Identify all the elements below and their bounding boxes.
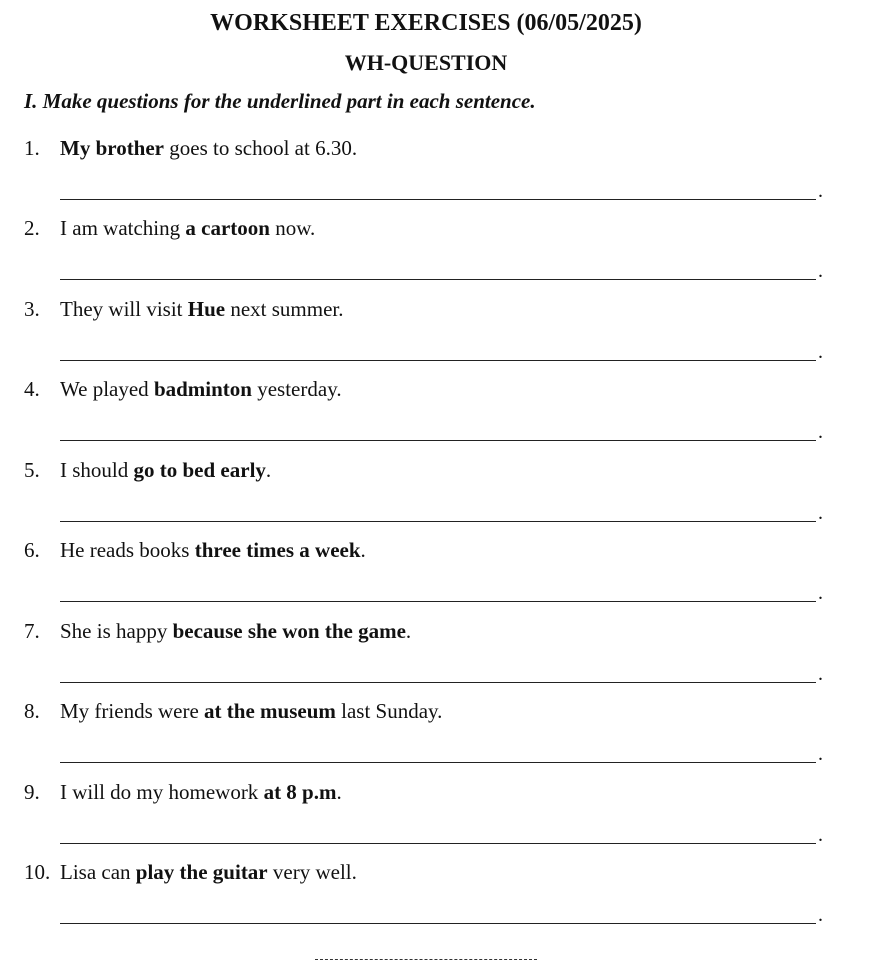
sentence-before: My friends were	[60, 699, 205, 723]
question-item	[24, 698, 834, 778]
question-item	[24, 618, 834, 698]
sentence-underlined-part: three times a week	[194, 538, 361, 562]
question-text	[24, 537, 366, 563]
question-text	[24, 215, 315, 241]
question-text	[24, 859, 357, 885]
question-sentence	[60, 619, 411, 643]
question-number: 4.	[24, 377, 40, 401]
answer-blank[interactable]	[60, 255, 816, 280]
question-number: 2.	[24, 216, 40, 240]
answer-blank[interactable]	[60, 497, 816, 522]
sentence-underlined-part: a cartoon	[185, 216, 270, 240]
question-number: 1.	[24, 136, 40, 160]
sentence-underlined-part: My brother	[60, 136, 165, 160]
sentence-after: .	[405, 619, 412, 643]
sentence-before: She is happy	[60, 619, 173, 643]
sentence-before: They will visit	[60, 297, 188, 321]
question-text	[24, 135, 357, 161]
question-item	[24, 135, 834, 215]
question-text	[24, 376, 342, 402]
sentence-underlined-part: play the guitar	[135, 860, 268, 884]
question-sentence	[60, 860, 357, 884]
question-text	[24, 779, 342, 805]
answer-end-period: .	[818, 502, 823, 524]
question-item	[24, 376, 834, 456]
answer-blank[interactable]	[60, 738, 816, 763]
sentence-after: very well.	[267, 860, 357, 884]
sentence-before: He reads books	[60, 538, 195, 562]
sentence-after: now.	[269, 216, 316, 240]
sentence-underlined-part: at 8 p.m	[263, 780, 337, 804]
question-item	[24, 859, 834, 939]
question-item	[24, 296, 834, 376]
answer-end-period: .	[818, 260, 823, 282]
answer-blank[interactable]	[60, 336, 816, 361]
answer-blank[interactable]	[60, 899, 816, 924]
sentence-before: I will do my homework	[60, 780, 264, 804]
question-sentence	[60, 538, 366, 562]
answer-end-period: .	[818, 180, 823, 202]
question-number: 3.	[24, 297, 40, 321]
end-divider	[315, 959, 537, 960]
question-number: 8.	[24, 699, 40, 723]
question-item	[24, 457, 834, 537]
sentence-before: We played	[60, 377, 154, 401]
worksheet-subtitle: WH-QUESTION	[344, 50, 508, 75]
question-sentence	[60, 136, 357, 160]
answer-blank[interactable]	[60, 416, 816, 441]
question-item	[24, 537, 834, 617]
question-sentence	[60, 780, 342, 804]
sentence-after: .	[265, 458, 272, 482]
question-text	[24, 698, 442, 724]
sentence-underlined-part: Hue	[187, 297, 226, 321]
sentence-after: last Sunday.	[335, 699, 443, 723]
question-item	[24, 779, 834, 859]
question-item	[24, 215, 834, 295]
question-number: 7.	[24, 619, 40, 643]
section-instruction: I. Make questions for the underlined part in each sentence.	[24, 89, 536, 113]
question-number: 9.	[24, 780, 40, 804]
question-number: 5.	[24, 458, 40, 482]
answer-end-period: .	[818, 824, 823, 846]
sentence-after: next summer.	[225, 297, 344, 321]
sentence-before: I should	[60, 458, 134, 482]
sentence-before: Lisa can	[60, 860, 136, 884]
question-number: 10.	[24, 860, 51, 884]
sentence-underlined-part: badminton	[153, 377, 252, 401]
answer-end-period: .	[818, 421, 823, 443]
sentence-underlined-part: because she won the game	[172, 619, 406, 643]
question-number: 6.	[24, 538, 40, 562]
question-sentence	[60, 297, 344, 321]
sentence-after: yesterday.	[251, 377, 342, 401]
sentence-after: .	[336, 780, 342, 804]
question-text	[24, 296, 344, 322]
answer-end-period: .	[818, 582, 823, 604]
question-sentence	[60, 699, 442, 723]
answer-blank[interactable]	[60, 175, 816, 200]
answer-blank[interactable]	[60, 658, 816, 683]
question-sentence	[60, 458, 271, 482]
answer-blank[interactable]	[60, 577, 816, 602]
sentence-underlined-part: go to bed early	[133, 458, 266, 482]
question-text	[24, 457, 271, 483]
question-text	[24, 618, 411, 644]
question-sentence	[60, 377, 342, 401]
sentence-after: .	[360, 538, 366, 562]
answer-end-period: .	[818, 341, 823, 363]
sentence-underlined-part: at the museum	[204, 699, 336, 723]
answer-end-period: .	[818, 743, 823, 765]
answer-blank[interactable]	[60, 819, 816, 844]
sentence-after: goes to school at 6.30.	[164, 136, 358, 160]
sentence-before: I am watching	[60, 216, 186, 240]
answer-end-period: .	[818, 904, 823, 926]
question-sentence	[60, 216, 315, 240]
answer-end-period: .	[818, 663, 823, 685]
worksheet-title: WORKSHEET EXERCISES (06/05/2025)	[210, 10, 642, 36]
